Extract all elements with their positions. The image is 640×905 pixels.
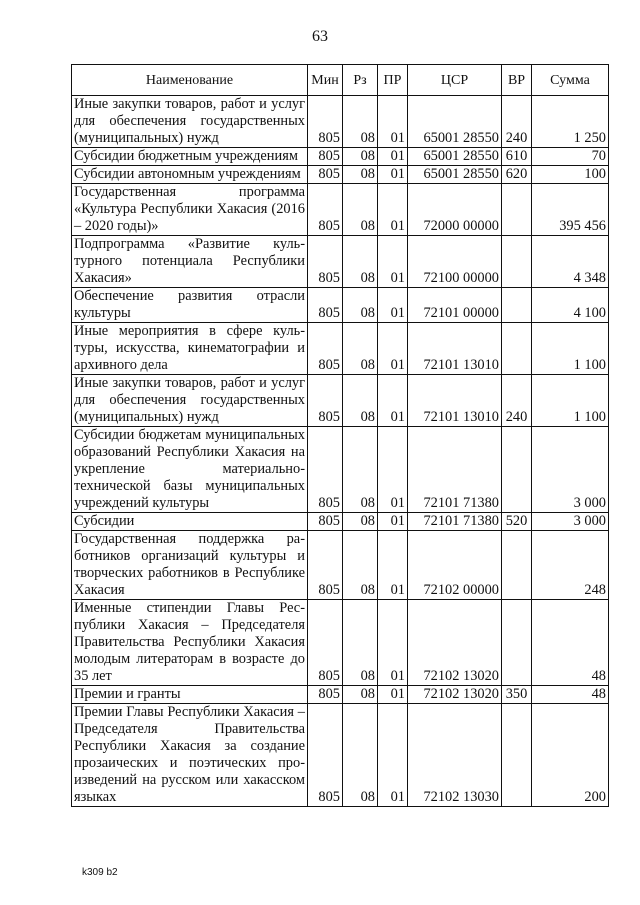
cell-min: 805 — [308, 600, 343, 686]
cell-vr — [502, 184, 532, 236]
cell-vr — [502, 323, 532, 375]
cell-pr: 01 — [378, 375, 408, 427]
cell-sum: 1 100 — [532, 323, 609, 375]
cell-sum: 200 — [532, 704, 609, 807]
cell-name: Субсидии бюджетным учреждениям — [72, 148, 308, 166]
budget-table — [71, 64, 609, 807]
cell-pr: 01 — [378, 236, 408, 288]
cell-rz: 08 — [343, 96, 378, 148]
cell-csr: 72101 13010 — [408, 323, 502, 375]
cell-sum: 100 — [532, 166, 609, 184]
cell-csr: 72101 13010 — [408, 375, 502, 427]
table-row — [72, 513, 609, 531]
cell-min: 805 — [308, 531, 343, 600]
cell-name: Именные стипендии Главы Республики Хакасия – Председателя Правительства Республики Хакасия молодым литераторам в возрасте до 35 лет — [72, 600, 308, 686]
cell-rz: 08 — [343, 166, 378, 184]
cell-csr: 72101 00000 — [408, 288, 502, 323]
cell-pr: 01 — [378, 600, 408, 686]
cell-name: Обеспечение развития отрасли культуры — [72, 288, 308, 323]
cell-pr: 01 — [378, 427, 408, 513]
cell-vr: 240 — [502, 375, 532, 427]
cell-rz: 08 — [343, 148, 378, 166]
cell-vr: 350 — [502, 686, 532, 704]
table-row — [72, 375, 609, 427]
cell-vr — [502, 236, 532, 288]
cell-csr: 72101 71380 — [408, 513, 502, 531]
cell-sum: 4 348 — [532, 236, 609, 288]
cell-min: 805 — [308, 323, 343, 375]
cell-pr: 01 — [378, 323, 408, 375]
cell-csr: 72102 00000 — [408, 531, 502, 600]
cell-min: 805 — [308, 96, 343, 148]
cell-vr: 520 — [502, 513, 532, 531]
table-row — [72, 531, 609, 600]
footer-code: k309 b2 — [82, 867, 118, 878]
header-rz: Рз — [343, 65, 378, 96]
table-row — [72, 166, 609, 184]
cell-pr: 01 — [378, 96, 408, 148]
cell-sum: 70 — [532, 148, 609, 166]
table-row — [72, 184, 609, 236]
cell-csr: 72101 71380 — [408, 427, 502, 513]
cell-sum: 395 456 — [532, 184, 609, 236]
table-row — [72, 427, 609, 513]
cell-pr: 01 — [378, 288, 408, 323]
cell-sum: 3 000 — [532, 513, 609, 531]
cell-vr: 620 — [502, 166, 532, 184]
cell-rz: 08 — [343, 323, 378, 375]
cell-rz: 08 — [343, 513, 378, 531]
cell-rz: 08 — [343, 184, 378, 236]
cell-name: Подпрограмма «Развитие культурного потенциала Республики Хакасия» — [72, 236, 308, 288]
table-row — [72, 600, 609, 686]
cell-min: 805 — [308, 166, 343, 184]
cell-sum: 48 — [532, 686, 609, 704]
cell-name: Государственная поддержка работников организаций культуры и творческих работников в Республике Хакасия — [72, 531, 308, 600]
cell-name: Субсидии — [72, 513, 308, 531]
cell-min: 805 — [308, 236, 343, 288]
cell-min: 805 — [308, 513, 343, 531]
table-header-row — [72, 65, 609, 96]
cell-sum: 1 100 — [532, 375, 609, 427]
cell-min: 805 — [308, 686, 343, 704]
cell-sum: 4 100 — [532, 288, 609, 323]
table-body — [72, 96, 609, 807]
cell-vr — [502, 600, 532, 686]
cell-name: Субсидии бюджетам муниципальных образований Республики Хакасия на укрепление материально-технической базы муниципальных учреждений культуры — [72, 427, 308, 513]
table-row — [72, 686, 609, 704]
table-row — [72, 236, 609, 288]
cell-vr — [502, 531, 532, 600]
cell-rz: 08 — [343, 704, 378, 807]
cell-csr: 72102 13030 — [408, 704, 502, 807]
cell-vr — [502, 427, 532, 513]
table-row — [72, 96, 609, 148]
cell-min: 805 — [308, 375, 343, 427]
cell-csr: 65001 28550 — [408, 166, 502, 184]
header-min: Мин — [308, 65, 343, 96]
cell-rz: 08 — [343, 531, 378, 600]
cell-rz: 08 — [343, 375, 378, 427]
cell-sum: 48 — [532, 600, 609, 686]
cell-rz: 08 — [343, 236, 378, 288]
cell-name: Премии Главы Республики Хакасия – Председателя Правительства Республики Хакасия за создание прозаических и поэтических произведений на русском или хакасском языках — [72, 704, 308, 807]
header-name: Наименование — [72, 65, 308, 96]
cell-csr: 72000 00000 — [408, 184, 502, 236]
table-row — [72, 148, 609, 166]
cell-sum: 3 000 — [532, 427, 609, 513]
cell-min: 805 — [308, 288, 343, 323]
cell-vr: 610 — [502, 148, 532, 166]
cell-csr: 72102 13020 — [408, 600, 502, 686]
cell-vr — [502, 288, 532, 323]
cell-pr: 01 — [378, 531, 408, 600]
cell-pr: 01 — [378, 148, 408, 166]
header-sum: Сумма — [532, 65, 609, 96]
header-pr: ПР — [378, 65, 408, 96]
cell-sum: 1 250 — [532, 96, 609, 148]
cell-name: Премии и гранты — [72, 686, 308, 704]
cell-pr: 01 — [378, 704, 408, 807]
cell-min: 805 — [308, 148, 343, 166]
header-vr: ВР — [502, 65, 532, 96]
cell-name: Иные закупки товаров, работ и услуг для обеспечения государственных (муниципальных) нужд — [72, 375, 308, 427]
cell-csr: 65001 28550 — [408, 96, 502, 148]
cell-csr: 72100 00000 — [408, 236, 502, 288]
cell-sum: 248 — [532, 531, 609, 600]
cell-name: Иные мероприятия в сфере культуры, искусства, кинематографии и архивного дела — [72, 323, 308, 375]
cell-vr: 240 — [502, 96, 532, 148]
cell-name: Субсидии автономным учреждениям — [72, 166, 308, 184]
page-number: 63 — [312, 28, 328, 45]
cell-csr: 72102 13020 — [408, 686, 502, 704]
cell-name: Государственная программа «Культура Республики Хакасия (2016 – 2020 годы)» — [72, 184, 308, 236]
cell-name: Иные закупки товаров, работ и услуг для обеспечения государственных (муниципальных) нужд — [72, 96, 308, 148]
table-row — [72, 704, 609, 807]
cell-rz: 08 — [343, 288, 378, 323]
cell-vr — [502, 704, 532, 807]
table-row — [72, 288, 609, 323]
cell-min: 805 — [308, 427, 343, 513]
cell-pr: 01 — [378, 513, 408, 531]
table-row — [72, 323, 609, 375]
cell-min: 805 — [308, 704, 343, 807]
cell-pr: 01 — [378, 166, 408, 184]
cell-pr: 01 — [378, 686, 408, 704]
cell-csr: 65001 28550 — [408, 148, 502, 166]
header-csr: ЦСР — [408, 65, 502, 96]
cell-rz: 08 — [343, 427, 378, 513]
cell-pr: 01 — [378, 184, 408, 236]
cell-min: 805 — [308, 184, 343, 236]
cell-rz: 08 — [343, 600, 378, 686]
cell-rz: 08 — [343, 686, 378, 704]
